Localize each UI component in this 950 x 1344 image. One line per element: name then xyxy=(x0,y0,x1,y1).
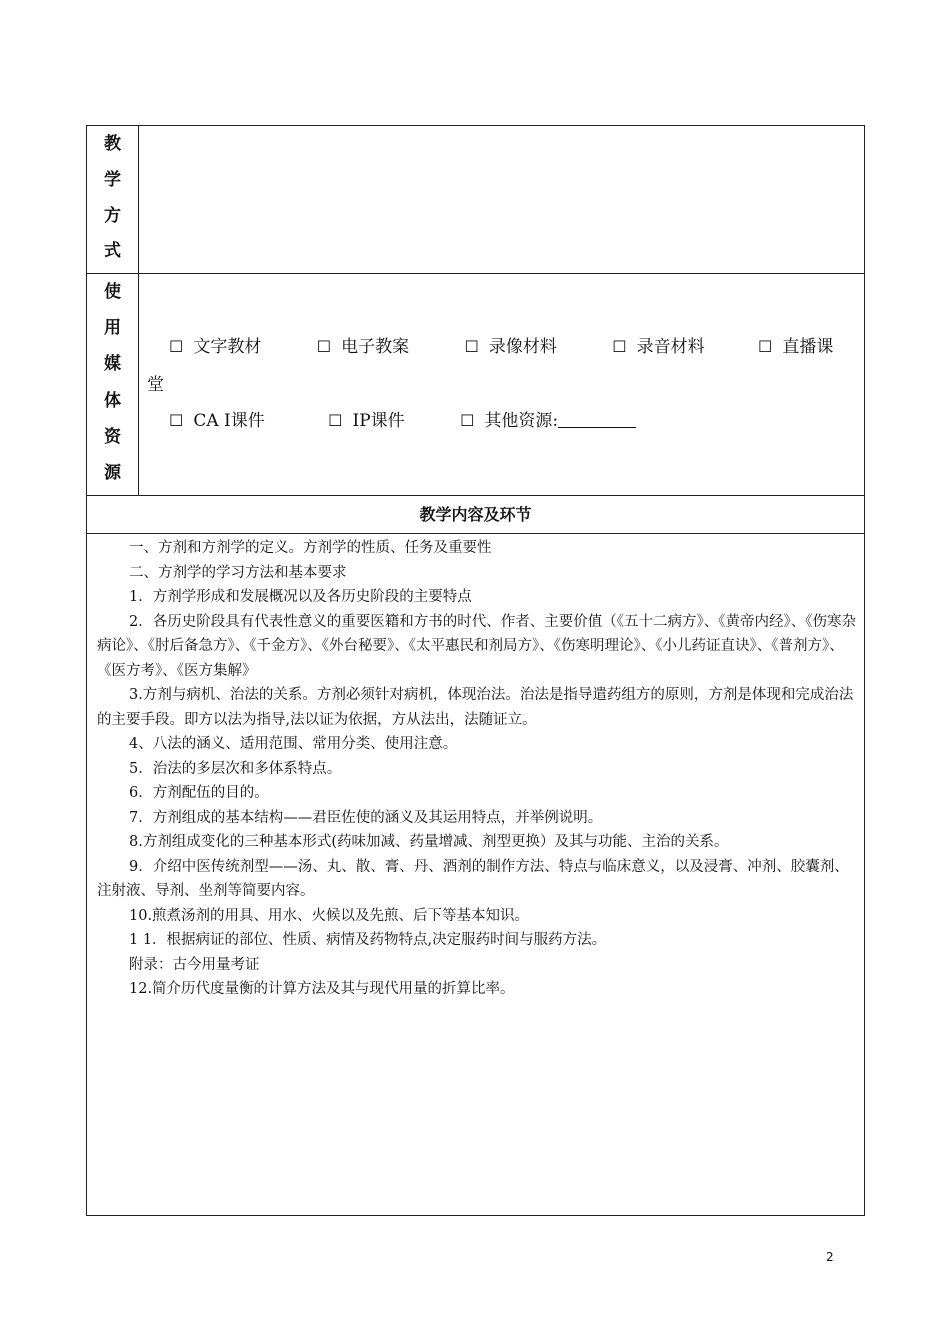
content-paragraph: 8.方剂组成变化的三种基本形式(药味加减、药量增减、剂型更换）及其与功能、主治的关系。 xyxy=(129,834,729,850)
page-number: 2 xyxy=(826,1250,834,1264)
label-char: 体 xyxy=(104,390,121,411)
media-options xyxy=(139,274,864,495)
teaching-plan-table xyxy=(86,125,865,1216)
teaching-content-row xyxy=(87,534,864,1215)
content-paragraph: 6．方剂配伍的目的。 xyxy=(129,785,269,801)
option-label: 其他资源: xyxy=(484,411,559,431)
content-paragraph: 12.简介历代度量衡的计算方法及其与现代用量的折算比率。 xyxy=(129,981,515,997)
teaching-method-row xyxy=(87,126,864,274)
content-paragraph: 5．治法的多层次和多体系特点。 xyxy=(129,760,342,777)
option-video-material[interactable] xyxy=(465,332,557,357)
option-label: 电子教案 xyxy=(341,337,410,357)
label-char: 使 xyxy=(104,282,121,302)
section-heading-row xyxy=(87,496,864,534)
option-electronic-lesson-plan[interactable] xyxy=(317,332,409,357)
content-paragraph: 3.方剂与病机、治法的关系。方剂必须针对病机，体现治法。治法是指导遣药组方的原则，方剂是体现和完成治法的主要手段。即方以法为指导,法以证为依据，方从法出，法随证立。 xyxy=(97,687,854,728)
option-audio-material[interactable] xyxy=(612,332,704,357)
content-paragraph: 9．介绍中医传统剂型——汤、丸、散、膏、丹、酒剂的制作方法、特点与临床意义，以及浸膏、冲剂、胶囊剂、注射液、导剂、坐剂等简要内容。 xyxy=(97,858,849,899)
option-live-class-wrap: 堂 xyxy=(147,375,164,395)
teaching-content xyxy=(87,536,864,1002)
teaching-method-label xyxy=(87,126,139,273)
media-options-line-1 xyxy=(169,332,856,357)
checkbox-icon[interactable]: ☐ xyxy=(758,337,773,356)
option-label: 录音材料 xyxy=(636,337,705,357)
option-label: 文字教材 xyxy=(193,337,262,357)
content-paragraph: 2．各历史阶段具有代表性意义的重要医籍和方书的时代、作者、主要价值（《五十二病方》、《黄帝内经》、《伤寒杂病论》、《肘后备急方》、《千金方》、《外台秘要》、《太平惠民和剂局方》、《伤寒明理论》、《小儿药证直诀》、《普剂方》、《医方考》、《医方集解》 xyxy=(97,613,856,679)
label-char: 用 xyxy=(104,318,121,339)
option-cai-courseware[interactable] xyxy=(169,406,265,431)
label-char: 教 xyxy=(104,134,121,154)
media-resources-label xyxy=(87,274,139,495)
option-label: 录像材料 xyxy=(488,337,557,357)
content-paragraph: 一、方剂和方剂学的定义。方剂学的性质、任务及重要性 xyxy=(129,540,492,556)
label-char: 学 xyxy=(104,169,121,190)
option-live-class[interactable] xyxy=(758,332,833,357)
checkbox-icon[interactable]: ☐ xyxy=(316,337,332,356)
option-label: CA I课件 xyxy=(193,411,265,431)
option-other-resources[interactable] xyxy=(460,406,636,431)
other-resources-blank-field[interactable] xyxy=(558,411,636,428)
section-heading: 教学内容及环节 xyxy=(419,505,532,524)
option-label: 直播课 xyxy=(782,337,834,357)
media-resources-row xyxy=(87,274,864,496)
checkbox-icon[interactable]: ☐ xyxy=(464,337,479,356)
label-char: 媒 xyxy=(104,354,121,375)
content-paragraph: 附录：古今用量考证 xyxy=(129,956,260,973)
content-paragraph: 7．方剂组成的基本结构——君臣佐使的涵义及其运用特点，并举例说明。 xyxy=(129,809,603,826)
content-paragraph: 二、方剂学的学习方法和基本要求 xyxy=(129,564,347,581)
option-text-material[interactable] xyxy=(169,332,261,357)
option-ip-courseware[interactable] xyxy=(328,406,405,431)
checkbox-icon[interactable]: ☐ xyxy=(460,411,475,430)
content-paragraph: 1．方剂学形成和发展概况以及各历史阶段的主要特点 xyxy=(129,589,472,605)
checkbox-icon[interactable]: ☐ xyxy=(328,411,343,430)
option-label: IP课件 xyxy=(352,411,405,431)
content-paragraph: 10.煎煮汤剂的用具、用水、火候以及先煎、后下等基本知识。 xyxy=(129,907,530,924)
media-options-line-2 xyxy=(169,406,636,431)
content-paragraph: 4、八法的涵义、适用范围、常用分类、使用注意。 xyxy=(129,736,458,752)
label-char: 资 xyxy=(104,426,121,447)
label-char: 式 xyxy=(104,241,121,262)
label-char: 源 xyxy=(104,462,121,483)
label-char: 方 xyxy=(104,205,121,226)
content-paragraph: 1 1．根据病证的部位、性质、病情及药物特点,决定服药时间与服药方法。 xyxy=(129,932,607,948)
checkbox-icon[interactable]: ☐ xyxy=(169,411,184,430)
checkbox-icon[interactable]: ☐ xyxy=(612,337,627,356)
checkbox-icon[interactable]: ☐ xyxy=(169,337,184,356)
